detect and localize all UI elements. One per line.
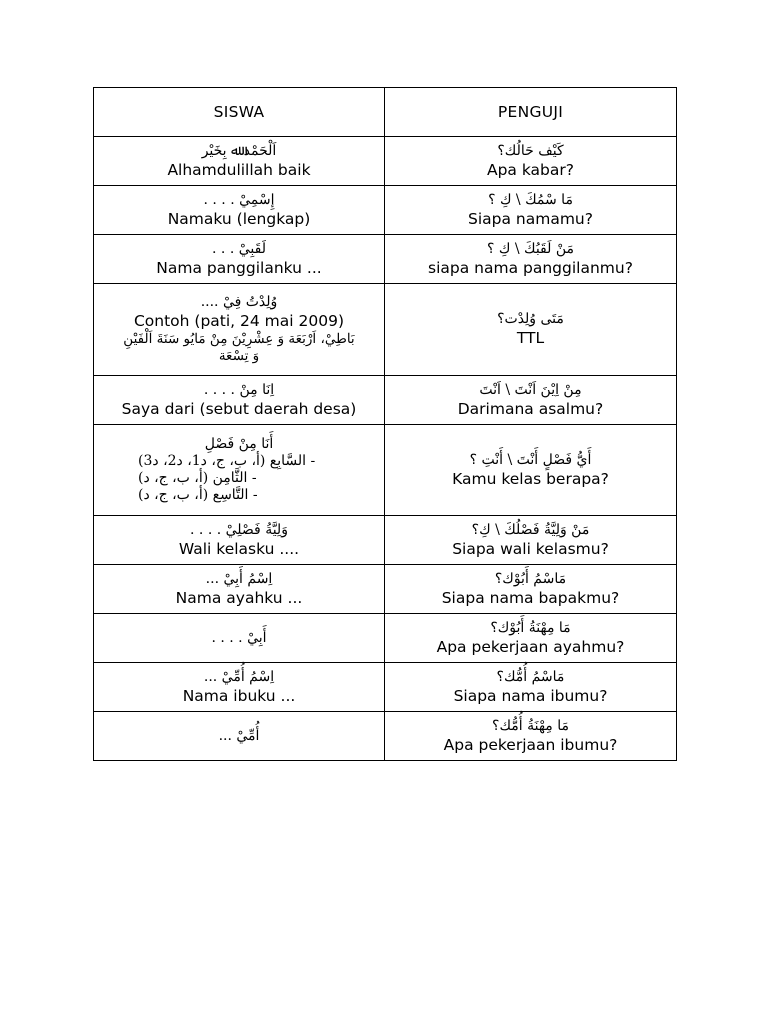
- penguji-cell: [385, 425, 677, 516]
- penguji-arabic: ﻣَﺎﺳْﻢُ ﺃَﺑُﻮْﻙ؟: [494, 570, 567, 587]
- penguji-arabic: ﻛَﻴْﻒ ﺣَﺎﻟُﻚ؟: [497, 142, 564, 159]
- table-row: [94, 137, 677, 186]
- siswa-cell: [94, 186, 385, 235]
- penguji-latin: TTL: [516, 329, 545, 347]
- penguji-cell: [385, 186, 677, 235]
- siswa-arabic: ﻟَﻘَﺒِﻲْ . . .: [212, 240, 266, 257]
- siswa-latin: Saya dari (sebut daerah desa): [121, 399, 357, 418]
- siswa-latin: Nama panggilanku ...: [156, 258, 322, 277]
- siswa-arabic-example: ﺑَﺎﻃِﻲْ، ﺍَﺭْﺑَﻌَﺔ ﻭَ ﻋِﺸْﺮِﻳْﻦَ ﻣِﻦْ ﻣَﺎﻳُﻮ ﺳَﻨَﺔَ ﺍَﻟْﻔَﻴْﻦِ: [123, 331, 355, 347]
- siswa-arabic: ﺃَﺑِﻲْ . . . .: [211, 629, 267, 646]
- penguji-cell: [385, 137, 677, 186]
- siswa-arabic: ﺃَﻧَﺎ ﻣِﻦْ ﻓَﺼْﻞِ: [204, 436, 274, 452]
- table-row: [94, 712, 677, 761]
- table-row: [94, 186, 677, 235]
- siswa-latin: Contoh (pati, 24 mai 2009): [133, 312, 345, 330]
- siswa-cell: [94, 425, 385, 516]
- penguji-arabic: ﻣَﻦْ ﻟَﻘَﺒُﻚَ \ ﻙِ ؟: [486, 240, 574, 257]
- siswa-cell: [94, 614, 385, 663]
- siswa-arabic: ﺍِﻧَﺎ ﻣِﻦْ . . . .: [203, 381, 275, 398]
- header-siswa: SISWA: [94, 88, 385, 137]
- penguji-arabic: ﻣَﺘَﻰ ﻭُﻟِﺪْﺕ؟: [497, 311, 564, 327]
- table-row: [94, 614, 677, 663]
- siswa-cell: [94, 235, 385, 284]
- penguji-cell: [385, 614, 677, 663]
- penguji-arabic: ﻣَﺎ ﻣِﻬْﻨَﺔُ ﺃَﺑُﻮْﻙ؟: [490, 619, 571, 636]
- siswa-cell: [94, 376, 385, 425]
- siswa-cell: [94, 516, 385, 565]
- siswa-arabic: ﺍَﻟْﺤَﻤْﺪ ﷲ ﺑِﺨَﻴْﺮ: [201, 142, 277, 159]
- penguji-cell: [385, 516, 677, 565]
- header-penguji: PENGUJI: [385, 88, 677, 137]
- siswa-arabic: ﻭَﻟِﻴَّﺔُ ﻓَﺼْﻠِﻲْ . . . .: [190, 521, 288, 538]
- penguji-cell: [385, 712, 677, 761]
- siswa-latin: Alhamdulillah baik: [167, 160, 311, 179]
- table-row: [94, 565, 677, 614]
- table-row: [94, 425, 677, 516]
- class-option-9: - ﺍﻟﺘَّﺎﺳِﻊ (ﺃ، ﺏ، ﺝ، ﺩ): [138, 487, 258, 503]
- penguji-cell: [385, 565, 677, 614]
- siswa-latin: Nama ayahku ...: [175, 588, 303, 607]
- penguji-cell: [385, 663, 677, 712]
- siswa-latin: Namaku (lengkap): [167, 209, 311, 228]
- penguji-arabic: ﺃَﻱُّ ﻓَﺼْﻞٍ ﺃَﻧْﺖَ \ ﺃَﻧْﺖِ ؟: [469, 451, 592, 468]
- siswa-arabic: ﺇِﺳْﻤِﻲْ . . . .: [203, 191, 275, 208]
- siswa-cell: [94, 137, 385, 186]
- siswa-arabic: ﺃُﻣِّﻲْ ...: [218, 727, 260, 744]
- siswa-arabic-example-cont: ﻭَ ﺗِﺴْﻌَﺔ: [218, 348, 260, 364]
- siswa-arabic: ﺍِﺳْﻢُ ﺃَﺑِﻲْ ...: [205, 570, 273, 587]
- penguji-latin: Apa pekerjaan ayahmu?: [436, 637, 625, 656]
- penguji-arabic: ﻣَﻦْ ﻭَﻟِﻴَّﺔُ ﻓَﺼْﻠُﻚَ \ ﻙِ؟: [471, 521, 590, 538]
- penguji-latin: Apa pekerjaan ibumu?: [443, 735, 618, 754]
- table-row: [94, 284, 677, 376]
- penguji-latin: Siapa nama ibumu?: [453, 686, 608, 705]
- siswa-cell: [94, 565, 385, 614]
- penguji-latin: Apa kabar?: [486, 160, 574, 179]
- table-row: [94, 235, 677, 284]
- penguji-latin: siapa nama panggilanmu?: [428, 258, 633, 277]
- class-option-7: - ﺍﻟﺴَّﺎﺑِﻊ (ﺃ، ﺏ، ﺝ، ﺩ1، ﺩ2، ﺩ3): [138, 453, 316, 469]
- siswa-arabic: ﻭُﻟِﺪْﺕُ ﻓِﻲْ ....: [200, 294, 278, 310]
- penguji-arabic: ﻣَﺎﺳْﻢُ ﺃُﻣُّﻚ؟: [496, 668, 565, 685]
- table-header-row: [94, 88, 677, 137]
- dialogue-table: [93, 87, 677, 761]
- siswa-latin: Wali kelasku ....: [178, 539, 300, 558]
- penguji-cell: [385, 235, 677, 284]
- siswa-cell: [94, 712, 385, 761]
- table-row: [94, 663, 677, 712]
- penguji-latin: Darimana asalmu?: [457, 399, 604, 418]
- siswa-arabic: ﺍِﺳْﻢُ ﺃُﻣِّﻲْ ...: [203, 668, 275, 685]
- penguji-latin: Siapa namamu?: [468, 209, 593, 228]
- penguji-latin: Siapa wali kelasmu?: [452, 539, 609, 558]
- penguji-arabic: ﻣِﻦْ ﺍِﻳْﻦَ ﺍَﻧْﺖَ \ ﺍَﻧْﺖَ: [479, 381, 582, 398]
- table-row: [94, 376, 677, 425]
- siswa-latin: Nama ibuku ...: [182, 686, 296, 705]
- class-option-8: - ﺍﻟﺜَّﺎﻣِﻦ (ﺃ، ﺏ، ﺝ، ﺩ): [138, 470, 257, 486]
- siswa-cell: [94, 284, 385, 376]
- penguji-latin: Kamu kelas berapa?: [452, 469, 609, 488]
- penguji-arabic: ﻣَﺎ ﻣِﻬْﻨَﺔُ ﺃُﻣُّﻚ؟: [492, 717, 569, 734]
- penguji-arabic: ﻣَﺎ ﺳْﻤُﻚَ \ ﻙِ ؟: [488, 191, 573, 208]
- penguji-cell: [385, 284, 677, 376]
- penguji-latin: Siapa nama bapakmu?: [441, 588, 620, 607]
- penguji-cell: [385, 376, 677, 425]
- table-row: [94, 516, 677, 565]
- siswa-cell: [94, 663, 385, 712]
